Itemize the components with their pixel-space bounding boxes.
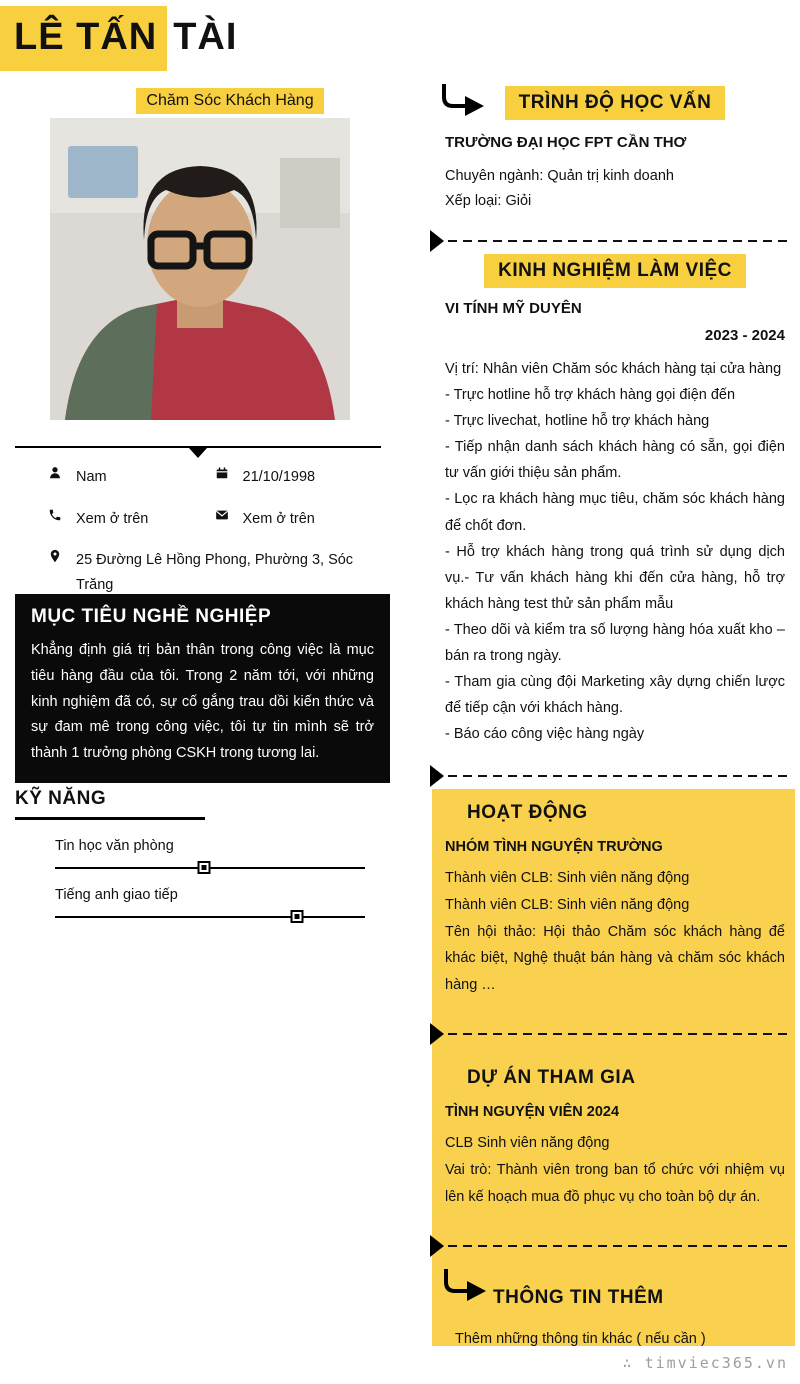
education-title: TRÌNH ĐỘ HỌC VẤN <box>505 86 726 120</box>
skill-level-track <box>55 916 365 918</box>
right-column <box>432 0 795 1384</box>
dashed-divider <box>448 1245 790 1247</box>
triangle-right-icon <box>430 1235 444 1257</box>
email-field <box>215 507 382 532</box>
experience-period: 2023 - 2024 <box>704 327 785 344</box>
activity-line: Thành viên CLB: Sinh viên năng động <box>445 896 690 913</box>
projects-subtitle: TÌNH NGUYỆN VIÊN 2024 <box>445 1104 620 1121</box>
skill-slider-handle-icon <box>290 910 303 923</box>
section-separator <box>430 1023 790 1045</box>
dashed-divider <box>448 240 790 242</box>
additional-heading-row <box>445 1281 785 1315</box>
education-section <box>432 86 795 209</box>
education-grade: Xếp loại: Giỏi <box>445 193 532 209</box>
triangle-right-icon <box>430 230 444 252</box>
dashed-divider <box>448 1033 790 1035</box>
skills-title: KỸ NĂNG <box>15 788 107 809</box>
experience-detail-line: - Hỗ trợ khách hàng trong quá trình sử dụng dịch vụ.- Tư vấn khách hàng khi đến cửa hàng, hỗ trợ khách hàng test thử sản phẩm mẫu <box>445 543 785 612</box>
section-separator <box>430 230 790 252</box>
experience-company: VI TÍNH MỸ DUYÊN <box>445 300 582 317</box>
email-value: Xem ở trên <box>242 510 315 527</box>
additional-title: THÔNG TIN THÊM <box>493 1286 664 1308</box>
skill-item-office <box>15 838 390 869</box>
gender-field <box>48 465 215 490</box>
info-top-divider <box>15 446 381 448</box>
education-school: TRƯỜNG ĐẠI HỌC FPT CẦN THƠ <box>445 134 687 151</box>
experience-details <box>445 356 785 747</box>
triangle-right-icon <box>430 1023 444 1045</box>
projects-lines <box>445 1130 785 1210</box>
triangle-right-icon <box>430 765 444 787</box>
objective-title: MỤC TIÊU NGHỀ NGHIỆP <box>31 606 272 627</box>
skill-label: Tin học văn phòng <box>55 838 174 854</box>
skills-section <box>15 788 390 918</box>
activities-lines <box>445 865 785 999</box>
info-row-3 <box>15 548 381 597</box>
info-row-1 <box>15 465 381 490</box>
experience-detail-line: - Tiếp nhận danh sách khách hàng có sẵn, gọi điện tư vấn giới thiệu sản phẩm. <box>445 439 785 482</box>
education-major: Chuyên ngành: Quản trị kinh doanh <box>445 168 674 184</box>
skill-item-english <box>15 887 390 918</box>
job-title-text: Chăm Sóc Khách Hàng <box>136 88 323 114</box>
section-arrow-icon <box>439 84 487 125</box>
person-icon <box>48 466 63 480</box>
birth-date-field <box>215 465 382 490</box>
yellow-sections-block <box>432 789 795 1346</box>
additional-text: Thêm những thông tin khác ( nếu cần ) <box>455 1330 706 1347</box>
experience-section <box>432 254 795 747</box>
calendar-icon <box>215 466 230 480</box>
objective-text: Khẳng định giá trị bản thân trong công việc là mục tiêu hàng đầu của tôi. Trong 2 năm tới, với những kinh nghiệm đã có, sự cố gắng trau dồi kiến thức và sự đam mê trong công việc, tôi tự tin mình sẽ trở thành 1 trưởng phòng CSKH trong tương lai. <box>31 642 374 762</box>
project-line: Vai trò: Thành viên trong ban tổ chức với nhiệm vụ lên kế hoạch mua đồ phục vụ cho toàn bộ dự án. <box>445 1161 785 1205</box>
project-line: CLB Sinh viên năng động <box>445 1135 610 1152</box>
section-arrow-icon <box>441 1269 489 1310</box>
experience-detail-line: - Trực hotline hỗ trợ khách hàng gọi điện đến <box>445 387 736 404</box>
experience-detail-line: - Theo dõi và kiểm tra số lượng hàng hóa xuất kho – bán ra trong ngày. <box>445 621 785 665</box>
address-field <box>48 548 381 597</box>
triangle-down-icon <box>189 448 207 458</box>
address-value: 25 Đường Lê Hồng Phong, Phường 3, Sóc Trăng <box>76 552 354 593</box>
skill-slider-handle-icon <box>197 861 210 874</box>
experience-detail-line: - Báo cáo công việc hàng ngày <box>445 726 645 743</box>
experience-detail-line: - Tham gia cùng đội Marketing xây dựng chiến lược để tiếp cận với khách hàng. <box>445 674 785 717</box>
info-row-2 <box>15 507 381 532</box>
experience-detail-line: - Lọc ra khách hàng mục tiêu, chăm sóc khách hàng để chốt đơn. <box>445 491 785 534</box>
experience-detail-line: - Trực livechat, hotline hỗ trợ khách hàng <box>445 413 710 430</box>
activities-group: NHÓM TÌNH NGUYỆN TRƯỜNG <box>445 839 663 855</box>
skill-label: Tiếng anh giao tiếp <box>55 887 178 903</box>
activities-title: HOẠT ĐỘNG <box>467 802 588 823</box>
location-pin-icon <box>48 549 63 563</box>
phone-field <box>48 507 215 532</box>
experience-detail-line: Vị trí: Nhân viên Chăm sóc khách hàng tại cửa hàng <box>445 361 782 377</box>
candidate-name-rest: TÀI <box>173 16 238 58</box>
section-separator <box>430 1235 790 1257</box>
dashed-divider <box>448 775 790 777</box>
profile-photo <box>50 118 350 420</box>
education-heading-row <box>445 86 785 120</box>
activity-line: Tên hội thảo: Hội thảo Chăm sóc khách hàng để khác biệt, Nghệ thuật bán hàng và chăm sóc khách hàng … <box>445 923 785 994</box>
experience-title: KINH NGHIỆM LÀM VIỆC <box>484 254 746 288</box>
personal-info-section <box>15 446 381 618</box>
birth-date-value: 21/10/1998 <box>242 469 316 485</box>
phone-icon <box>48 508 63 522</box>
candidate-name-highlight: LÊ TẤN <box>0 6 167 71</box>
experience-heading-row <box>445 254 785 288</box>
candidate-name <box>0 6 237 71</box>
skill-level-track <box>55 867 365 869</box>
gender-value: Nam <box>76 469 107 485</box>
job-title <box>80 88 380 114</box>
skills-title-underline <box>15 817 205 820</box>
activity-line: Thành viên CLB: Sinh viên năng động <box>445 870 690 886</box>
phone-value: Xem ở trên <box>76 510 149 527</box>
site-watermark: ∴ timviec365.vn <box>622 1354 788 1372</box>
objective-section <box>15 594 390 783</box>
projects-title: DỰ ÁN THAM GIA <box>467 1067 636 1089</box>
envelope-icon <box>215 508 230 522</box>
section-separator <box>430 765 790 787</box>
profile-photo-illustration <box>50 118 350 420</box>
